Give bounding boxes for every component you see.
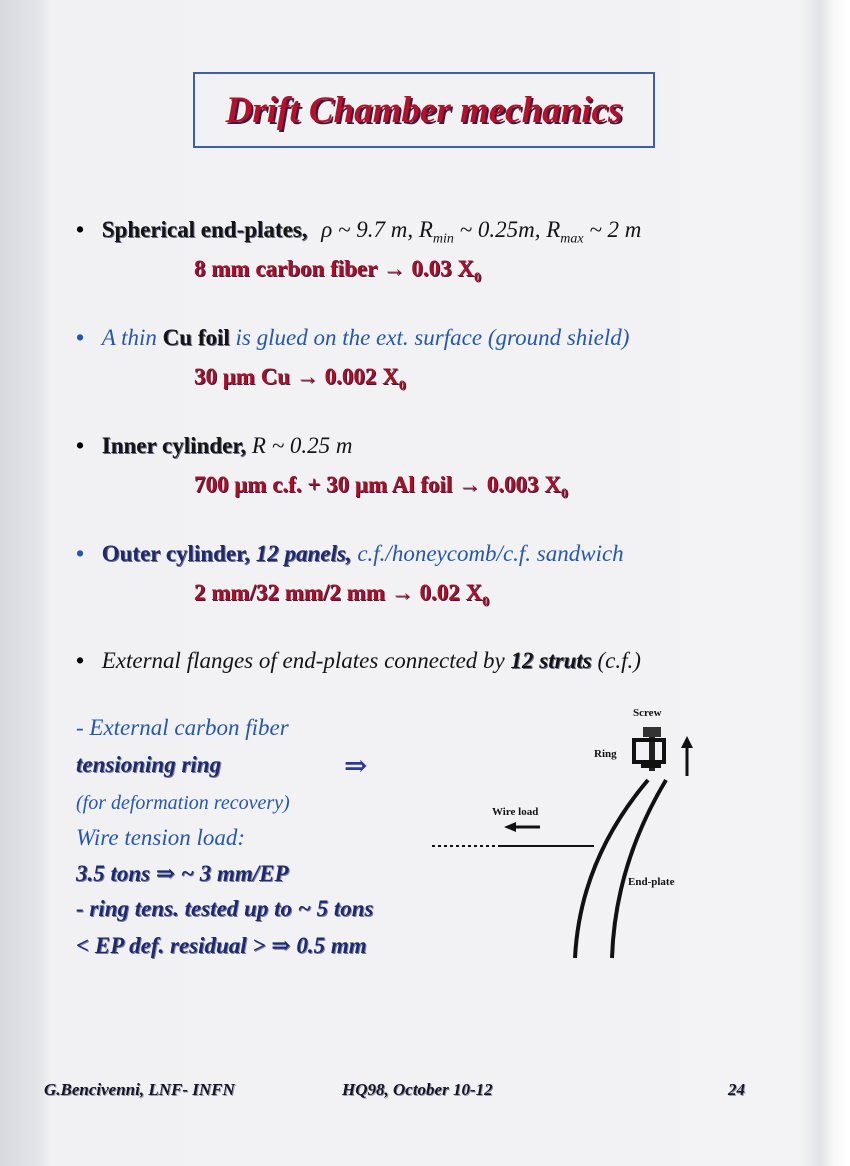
- bullet-dot: •: [76, 648, 85, 673]
- bullet-text: A thin: [101, 325, 163, 350]
- screw-label: Screw: [633, 707, 662, 719]
- left-line-7: < EP def. residual > ⇒ 0.5 mm: [76, 933, 367, 958]
- panels-label: 12 panels,: [249, 541, 352, 566]
- footer-page-number: 24: [728, 1080, 745, 1099]
- bullet-inner-cylinder: [76, 433, 353, 459]
- bullet-text: (c.f.): [591, 648, 641, 673]
- bullet-dot: •: [76, 433, 85, 458]
- screw-head: [643, 727, 661, 737]
- implies-arrow: ⇒: [344, 751, 368, 782]
- footer-author: G.Bencivenni, LNF- INFN: [44, 1080, 235, 1099]
- bullet-text: is glued on the ext. surface (ground shield): [229, 325, 630, 350]
- nut-lower: [641, 762, 661, 768]
- bullet-label: Inner cylinder,: [101, 433, 247, 458]
- bullet-outer-cylinder: [76, 541, 624, 567]
- bullet-text: c.f./honeycomb/c.f. sandwich: [351, 541, 624, 566]
- left-line-1: - External carbon fiber: [76, 715, 289, 740]
- bullet-detail-3: 700 μm c.f. + 30 μm Al foil → 0.003 $X_0$: [194, 472, 568, 502]
- struts-label: 12 struts: [510, 648, 592, 673]
- end-plate-inner-curve: [575, 780, 648, 958]
- bullet-label: Outer cylinder,: [101, 541, 250, 566]
- bullet-dot: •: [76, 325, 85, 350]
- wire-load-label: Wire load: [492, 806, 539, 818]
- wire-load-arrow-head: [504, 822, 516, 832]
- bullet-detail-2: 30 μm Cu → 0.002 $X_0$: [194, 364, 406, 394]
- bullet-params: ρ ~ 9.7 m, $R_{min}$ ~ 0.25m, $R_{max}$ ~ 2 m: [321, 217, 642, 247]
- bullet-spherical-end-plates: [76, 217, 641, 248]
- left-line-2: tensioning ring: [76, 752, 222, 777]
- left-line-3: (for deformation recovery): [76, 792, 290, 814]
- end-plate-label: End-plate: [628, 876, 675, 888]
- bullet-detail-1: 8 mm carbon fiber → 0.03 $X_0$: [194, 256, 482, 286]
- footer-conference: HQ98, October 10-12: [342, 1080, 493, 1099]
- tension-ring-diagram: [420, 700, 720, 970]
- left-line-6: - ring tens. tested up to ~ 5 tons: [76, 896, 374, 921]
- bullet-text: External flanges of end-plates connected by: [101, 648, 511, 673]
- left-line-4: Wire tension load:: [76, 825, 246, 850]
- bullet-params: R ~ 0.25 m: [246, 433, 353, 458]
- bullet-cu-foil: [76, 325, 629, 351]
- cu-foil-label: Cu foil: [162, 325, 230, 350]
- ring-label: Ring: [594, 748, 617, 760]
- bullet-detail-4: 2 mm/32 mm/2 mm → 0.02 $X_0$: [194, 580, 490, 610]
- bullet-label: Spherical end-plates,: [101, 217, 308, 242]
- end-plate-outer-curve: [612, 780, 666, 958]
- up-arrow-head: [681, 736, 693, 748]
- bullet-external-flanges: [76, 648, 641, 674]
- bullet-dot: •: [76, 541, 85, 566]
- slide-title: Drift Chamber mechanics: [225, 89, 623, 131]
- left-line-5: 3.5 tons ⇒ ~ 3 mm/EP: [76, 861, 289, 886]
- bullet-dot: •: [76, 217, 85, 242]
- title-box: [193, 72, 655, 148]
